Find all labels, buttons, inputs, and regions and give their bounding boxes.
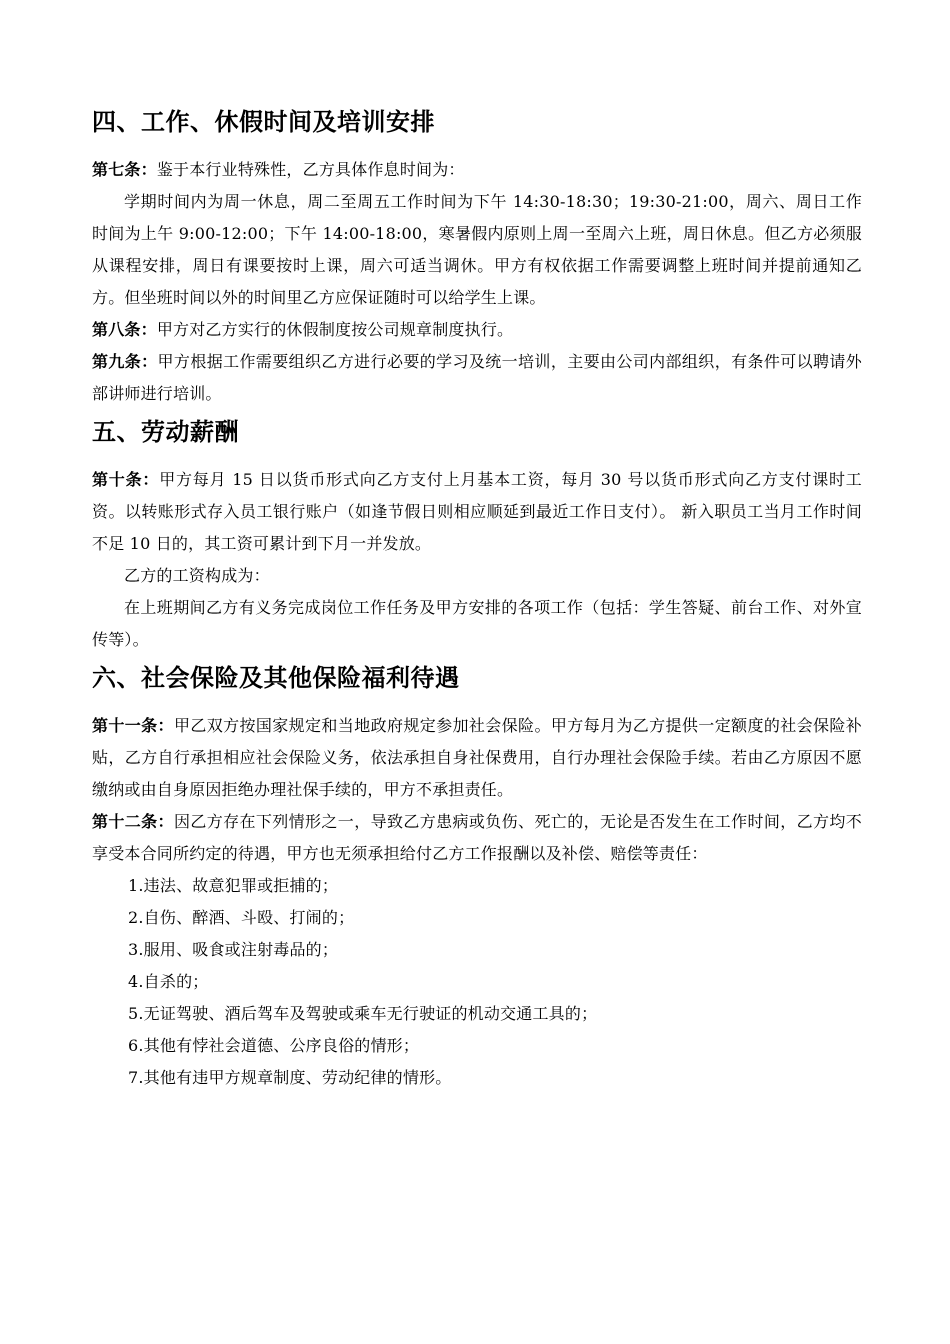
list-item: 5.无证驾驶、酒后驾车及驾驶或乘车无行驶证的机动交通工具的； <box>128 1004 598 1023</box>
exclusion-list <box>92 870 862 1094</box>
section-heading-work-hours: 四、工作、休假时间及培训安排 <box>92 108 435 136</box>
section-heading-insurance: 六、社会保险及其他保险福利待遇 <box>92 664 460 692</box>
duties-paragraph: 在上班期间乙方有义务完成岗位工作任务及甲方安排的各项工作（包括：学生答疑、前台工作、对外宣传等）。 <box>92 598 862 649</box>
clause-12 <box>92 806 862 870</box>
clause-10-label: 第十条： <box>92 470 160 489</box>
list-item: 2.自伤、醉酒、斗殴、打闹的； <box>128 908 355 927</box>
section-heading-salary: 五、劳动薪酬 <box>92 418 239 446</box>
clause-11-label: 第十一条： <box>92 716 174 735</box>
clause-7 <box>92 154 862 186</box>
clause-8-label: 第八条： <box>92 320 157 339</box>
schedule-paragraph: 学期时间内为周一休息，周二至周五工作时间为下午 14:30-18:30；19:30-21:00，周六、周日工作时间为上午 9:00-12:00；下午 14:00-18:00，寒暑假内原则上周一至周六上班，周日休息。但乙方必须服从课程安排，周日有课要按时上课，周六可适当调休。甲方有权依据工作需要调整上班时间并提前通知乙方。但坐班时间以外的时间里乙方应保证随时可以给学生上课。 <box>92 192 862 307</box>
clause-8 <box>92 314 862 346</box>
list-item: 6.其他有悖社会道德、公序良俗的情形； <box>128 1036 420 1055</box>
clause-9-label: 第九条： <box>92 352 158 371</box>
clause-7-text: 鉴于本行业特殊性，乙方具体作息时间为： <box>156 160 465 179</box>
clause-11-text: 甲乙双方按国家规定和当地政府规定参加社会保险。甲方每月为乙方提供一定额度的社会保险补贴，乙方自行承担相应社会保险义务，依法承担自身社保费用，自行办理社会保险手续。若由乙方原因不愿缴纳或由自身原因拒绝办理社保手续的，甲方不承担责任。 <box>92 716 862 799</box>
list-item: 4.自杀的； <box>128 972 209 991</box>
clause-11 <box>92 710 862 806</box>
list-item: 1.违法、故意犯罪或拒捕的； <box>128 876 339 895</box>
clause-9-text: 甲方根据工作需要组织乙方进行必要的学习及统一培训，主要由公司内部组织，有条件可以聘请外部讲师进行培训。 <box>92 352 862 403</box>
list-item: 3.服用、吸食或注射毒品的； <box>128 940 339 959</box>
salary-structure-paragraph: 乙方的工资构成为： <box>124 566 270 585</box>
clause-10 <box>92 464 862 560</box>
clause-8-text: 甲方对乙方实行的休假制度按公司规章制度执行。 <box>156 320 514 339</box>
list-item: 7.其他有违甲方规章制度、劳动纪律的情形。 <box>128 1068 452 1087</box>
document-page <box>92 104 862 1094</box>
clause-7-label: 第七条： <box>92 160 157 179</box>
clause-10-text: 甲方每月 15 日以货币形式向乙方支付上月基本工资，每月 30 号以货币形式向乙方支付课时工资。以转账形式存入员工银行账户（如逢节假日则相应顺延到最近工作日支付）。 新入职员工当月工作时间不足 10 日的，其工资可累计到下月一并发放。 <box>92 470 862 553</box>
clause-12-text: 因乙方存在下列情形之一，导致乙方患病或负伤、死亡的，无论是否发生在工作时间，乙方均不享受本合同所约定的待遇，甲方也无须承担给付乙方工作报酬以及补偿、赔偿等责任： <box>92 812 862 863</box>
clause-9 <box>92 346 862 410</box>
clause-12-label: 第十二条： <box>92 812 174 831</box>
